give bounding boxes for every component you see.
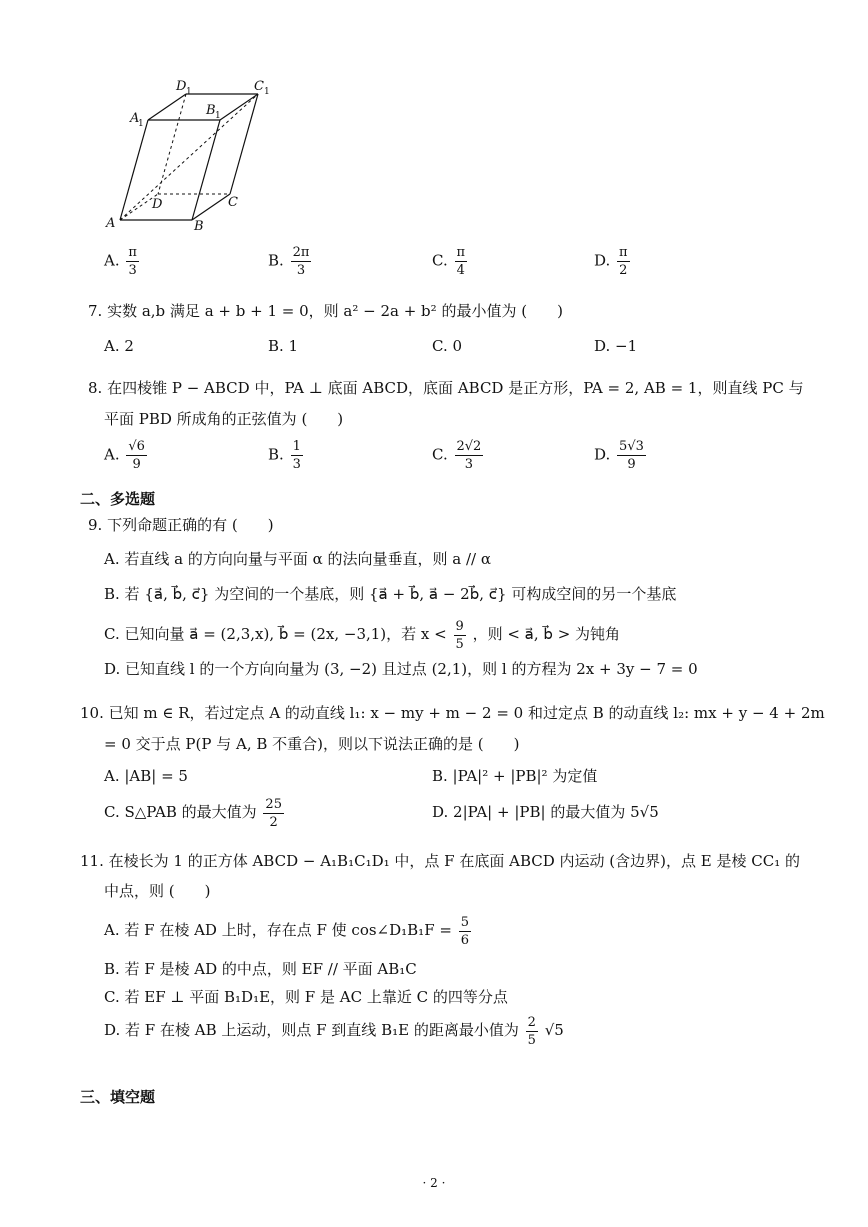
label-C1: C <box>254 79 264 94</box>
label-A1-sub: 1 <box>138 119 144 129</box>
q6-option-c[interactable]: C. $\frac{\pi}{4}$ <box>432 245 466 278</box>
q11-stem-line2: 中点，则 ( ) <box>104 882 211 900</box>
fraction: $\frac{√6}{9}$ <box>128 439 145 472</box>
label-B: B <box>194 219 204 234</box>
q10-option-d[interactable]: D. 2|PA| + |PB| 的最大值为 5√5 <box>432 803 659 821</box>
fraction: $\frac{9}{5}$ <box>455 618 464 652</box>
fraction: $\frac{5√3}{9}$ <box>619 439 644 472</box>
fraction: $\frac{25}{2}$ <box>265 796 282 830</box>
q9-option-b[interactable]: B. 若 {a⃗, b⃗, c⃗} 为空间的一个基底，则 {a⃗ + b⃗, a⃗ − 2b⃗, c⃗} 可构成空间的另一个基底 <box>104 585 677 603</box>
fraction: $\frac{2√2}{3}$ <box>456 439 482 472</box>
q6-options <box>104 246 844 286</box>
q7-option-a[interactable]: A. 2 <box>104 337 134 355</box>
q11-option-d[interactable]: D. 若 F 在棱 AB 上运动，则点 F 到直线 B₁E 的距离最小值为 $\frac{2}{5}$ √5 <box>104 1014 564 1048</box>
q6-option-d[interactable]: D. $\frac{\pi}{2}$ <box>594 245 628 278</box>
label-A: A <box>106 216 116 231</box>
fraction: $\frac{2\pi}{3}$ <box>292 245 310 278</box>
section-heading-fill-in: 三、填空题 <box>80 1088 156 1106</box>
label-A1: A <box>130 111 140 126</box>
q11-option-a[interactable]: A. 若 F 在棱 AD 上时，存在点 F 使 cos∠D₁B₁F = $\frac{5}{6}$ <box>104 914 470 948</box>
prism-figure <box>100 72 290 237</box>
q6-option-a[interactable]: A. $\frac{\pi}{3}$ <box>104 245 137 278</box>
fraction: $\frac{1}{3}$ <box>292 439 301 472</box>
page-number: · 2 · <box>422 1176 446 1190</box>
fraction: $\frac{\pi}{3}$ <box>128 245 137 278</box>
q10-option-a[interactable]: A. |AB| = 5 <box>104 767 188 785</box>
q8-stem-line1: 8. 在四棱锥 P − ABCD 中，PA ⊥ 底面 ABCD，底面 ABCD 是正方形，PA = 2, AB = 1，则直线 PC 与 <box>88 379 804 397</box>
fraction: $\frac{\pi}{2}$ <box>619 245 628 278</box>
fraction: $\frac{5}{6}$ <box>460 914 470 948</box>
q9-option-d[interactable]: D. 已知直线 l 的一个方向向量为 (3, −2) 且过点 (2,1)，则 l 的方程为 2x + 3y − 7 = 0 <box>104 660 698 678</box>
label-D1-sub: 1 <box>186 87 192 97</box>
q8-option-a[interactable]: A. $\frac{√6}{9}$ <box>104 439 145 472</box>
q7-option-c[interactable]: C. 0 <box>432 337 463 355</box>
q7-option-d[interactable]: D. −1 <box>594 337 638 355</box>
q8-option-c[interactable]: C. $\frac{2√2}{3}$ <box>432 439 482 472</box>
section-heading-multi-choice: 二、多选题 <box>80 490 156 508</box>
q8-stem-line2: 平面 PBD 所成角的正弦值为 ( ) <box>104 410 344 428</box>
q7-options <box>104 335 844 357</box>
q10-stem-line1: 10. 已知 m ∈ R，若过定点 A 的动直线 l₁: x − my + m − 2 = 0 和过定点 B 的动直线 l₂: mx + y − 4 + 2m <box>80 704 825 722</box>
label-D1: D <box>176 79 187 94</box>
q10-stem-line2: = 0 交于点 P(P 与 A, B 不重合)，则以下说法正确的是 ( ) <box>104 735 520 753</box>
label-B1-sub: 1 <box>215 111 221 121</box>
fraction: $\frac{\pi}{4}$ <box>456 245 466 278</box>
q9-stem: 9. 下列命题正确的有 ( ) <box>88 516 274 534</box>
q6-option-b[interactable]: B. $\frac{2\pi}{3}$ <box>268 245 310 278</box>
q11-stem-line1: 11. 在棱长为 1 的正方体 ABCD − A₁B₁C₁D₁ 中，点 F 在底面 ABCD 内运动 (含边界)，点 E 是棱 CC₁ 的 <box>80 852 800 870</box>
q9-option-c[interactable]: C. 已知向量 a⃗ = (2,3,x), b⃗ = (2x, −3,1)，若 x < $\frac{9}{5}$ ，则 < a⃗, b⃗ > 为钝角 <box>104 618 621 652</box>
q7-stem: 7. 实数 a,b 满足 a + b + 1 = 0，则 a² − 2a + b² 的最小值为 ( ) <box>88 302 563 320</box>
q7-option-b[interactable]: B. 1 <box>268 337 299 355</box>
q9-option-a[interactable]: A. 若直线 a 的方向向量与平面 α 的法向量垂直，则 a // α <box>104 550 491 568</box>
label-C: C <box>228 195 238 210</box>
q11-option-b[interactable]: B. 若 F 是棱 AD 的中点，则 EF // 平面 AB₁C <box>104 960 417 978</box>
q10-option-b[interactable]: B. |PA|² + |PB|² 为定值 <box>432 767 598 785</box>
q10-option-c[interactable]: C. S△PAB 的最大值为 $\frac{25}{2}$ <box>104 796 282 830</box>
fraction: $\frac{2}{5}$ <box>527 1014 536 1048</box>
q11-option-c[interactable]: C. 若 EF ⊥ 平面 B₁D₁E，则 F 是 AC 上靠近 C 的四等分点 <box>104 988 508 1006</box>
q8-option-d[interactable]: D. $\frac{5√3}{9}$ <box>594 439 644 472</box>
label-D: D <box>152 197 163 212</box>
label-C1-sub: 1 <box>264 87 270 97</box>
q8-option-b[interactable]: B. $\frac{1}{3}$ <box>268 439 301 472</box>
label-B1: B <box>206 103 216 118</box>
q8-options <box>104 440 844 480</box>
